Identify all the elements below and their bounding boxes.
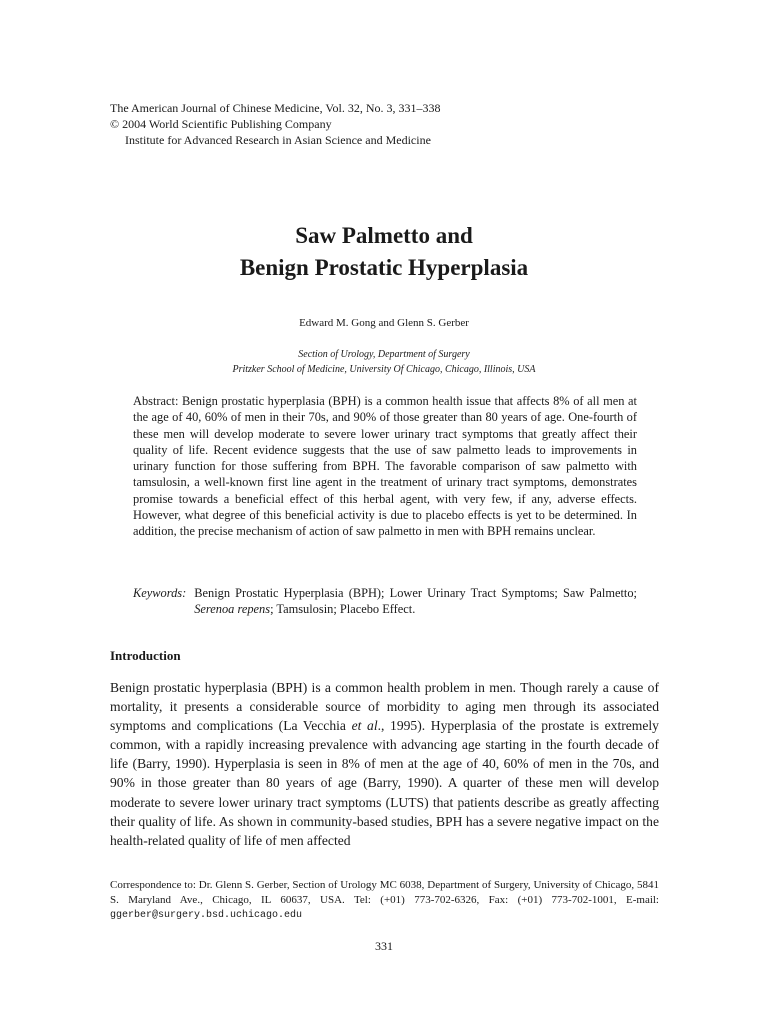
institute-line: Institute for Advanced Research in Asian Science and Medicine [125,133,431,147]
keywords [133,585,637,618]
affiliation-line-2: Pritzker School of Medicine, University Of Chicago, Chicago, Illinois, USA [232,364,536,375]
journal-header [110,100,670,148]
keywords-part-2: ; Tamsulosin; Placebo Effect. [270,602,416,617]
intro-italic-et-al: et al [351,718,378,734]
affiliation [0,347,768,377]
title-line-2: Benign Prostatic Hyperplasia [239,255,529,280]
abstract: Abstract: Benign prostatic hyperplasia (BPH) is a common health issue that affects 8% of all men at the age of 40, 60% of men in their 70s, and 90% of those greater than 80 years of age. One-fourth of these men will develop moderate to severe lower urinary tract symptoms that greatly affect their quality of life. Recent evidence suggests that the use of saw palmetto leads to improvements in urinary function for those suffering from BPH. The favorable comparison of saw palmetto with tamsulosin, a well-known first line agent in the treatment of urinary tract symptoms, demonstrates promise towards a beneficial effect of this herbal agent, with very few, if any, adverse effects. However, what degree of this beneficial activity is due to placebo effects is yet to be determined. In addition, the precise mechanism of action of saw palmetto in men with BPH remains unclear. [133,394,637,539]
keywords-italic-term: Serenoa repens [194,602,271,617]
keywords-list [194,585,637,618]
correspondence-email: ggerber@surgery.bsd.uchicago.edu [110,910,303,921]
article-title [0,220,768,284]
correspondence-text: Correspondence to: Dr. Glenn S. Gerber, Section of Urology MC 6038, Department of Surgery, University of Chicago, 5841 S. Maryland Ave., Chicago, IL 60637, USA. Tel: (+01) 773-702-6326, Fax: (+01) 773-702-1001, E-mail: [110,879,659,906]
affiliation-line-1: Section of Urology, Department of Surgery [298,349,470,360]
correspondence-footnote [110,878,659,924]
page-number: 331 [375,939,393,953]
keywords-part-1: Benign Prostatic Hyperplasia (BPH); Lower Urinary Tract Symptoms; Saw Palmetto; [194,586,637,600]
section-heading: Introduction [110,648,181,663]
introduction-paragraph [110,678,659,850]
authors: Edward M. Gong and Glenn S. Gerber [299,317,469,329]
journal-citation: The American Journal of Chinese Medicine, Vol. 32, No. 3, 331–338 [110,101,441,115]
title-line-1: Saw Palmetto and [295,223,473,248]
copyright-line: © 2004 World Scientific Publishing Company [110,117,332,131]
keywords-label: Keywords: [133,586,187,600]
intro-part-2: ., 1995). Hyperplasia of the prostate is extremely common, with a rapidly increasing prevalence with advancing age starting in the fourth decade of life (Barry, 1990). Hyperplasia is seen in 8% of men at the age of 40, 60% of men in the 70s, and 90% in those greater than 80 years of age (Barry, 1990). A quarter of these men will develop moderate to severe lower urinary tract symptoms (LUTS) that patients describe as greatly affecting their quality of life. As shown in community-based studies, BPH has a severe negative impact on the health-related quality of life of men affected [110,718,659,848]
intro-part-1: Benign prostatic hyperplasia (BPH) is a common health problem in men. Though rarely a cause of mortality, it presents a considerable source of morbidity to aging men through its associated symptoms and complications (La Vecchia [110,680,659,734]
